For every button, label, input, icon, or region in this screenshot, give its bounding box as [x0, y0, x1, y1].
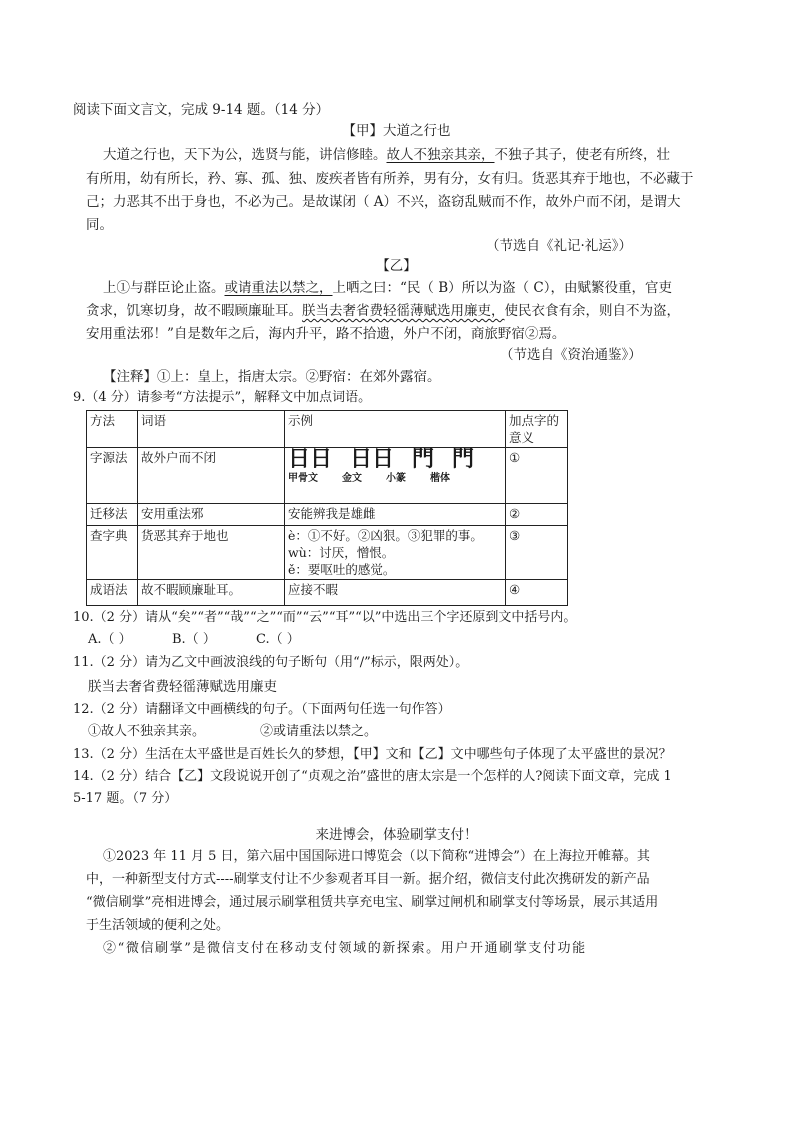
- example-cell: 安能辨我是雄雌: [285, 504, 506, 526]
- passage-jia-line-2: 有所用，幼有所长，矜、寡、孤、独、废疾者皆有所养，男有分，女有归。货恶其弃于地也，不必藏于: [86, 171, 694, 187]
- answer-blank-c[interactable]: C.（ ）: [256, 632, 300, 647]
- passage-jia-title: 【甲】大道之行也: [342, 123, 451, 139]
- glyph-seal: 門: [412, 447, 435, 472]
- passage-jia-line-1: 大道之行也，天下为公，选贤与能，讲信修睦。故人不独亲其亲，不独子其子，使老有所终，壮: [103, 147, 670, 163]
- question-14-line-2: 5-17 题。（7 分）: [73, 791, 178, 806]
- glyph-label: 小篆: [386, 473, 406, 484]
- passage-yi-source: （节选自《资治通鉴》）: [500, 347, 642, 363]
- dictionary-line: è：①不好。②凶狠。③犯罪的事。: [288, 528, 483, 543]
- word-cell: 安用重法邪: [138, 504, 285, 526]
- word-cell: 故外户而不闭: [138, 448, 285, 504]
- passage-yi-line-2: 贪求，饥寒切身，故不暇顾廉耻耳。朕当去奢省费轻徭薄赋选用廉吏，使民衣食有余，则自不为盗，: [86, 303, 680, 319]
- example-cell: 应接不暇: [285, 580, 506, 606]
- passage-yi-title: 【乙】: [376, 258, 417, 274]
- glyph-labels: [288, 470, 502, 487]
- question-10: 10.（2 分）请从“矣”“者”“哉”“之”“而”“云”“耳”“以”中选出三个字还原到文中括号内。: [73, 610, 577, 625]
- table-row: [87, 448, 568, 504]
- reading-instruction: 阅读下面文言文，完成 9-14 题。（14 分）: [73, 102, 330, 118]
- table-header-row: [87, 411, 568, 448]
- passage-jia-line-3: 己；力恶其不出于身也，不必为己。是故谋闭（ A）不兴，盗窃乱贼而不作，故外户而不闭，是谓大: [86, 194, 681, 210]
- answer-blank-b[interactable]: B.（ ）: [172, 632, 216, 647]
- meaning-cell: ④: [506, 580, 568, 606]
- table-header-cell: 示例: [285, 411, 506, 448]
- example-cell: [285, 448, 506, 504]
- passage-yi-note: 【注释】①上：皇上，指唐太宗。②野宿：在郊外露宿。: [103, 369, 441, 385]
- answer-blank-a[interactable]: A.（ ）: [88, 632, 132, 647]
- article-p1-line-1: ①2023 年 11 月 5 日，第六届中国国际进口博览会（以下简称“进博会”）在上海拉开帷幕。其: [103, 849, 650, 864]
- passage-yi-line-1: 上①与群臣论止盗。或请重法以禁之，上哂之曰：“民（ B）所以为盗（ C），由赋繁役重，官吏: [103, 280, 672, 296]
- question-9: 9.（4 分）请参考“方法提示”，解释文中加点词语。: [73, 390, 372, 405]
- method-cell: 迁移法: [87, 504, 138, 526]
- glyph-label: 甲骨文: [288, 473, 318, 484]
- table-row: [87, 526, 568, 580]
- question-11: 11.（2 分）请为乙文中画波浪线的句子断句（用“/”标示，限两处）。: [73, 655, 469, 670]
- glyph-evolution-image: [288, 447, 502, 472]
- question-12-options: [88, 722, 377, 742]
- meaning-cell: ①: [506, 448, 568, 504]
- glyph-regular: 門: [452, 447, 475, 472]
- article-p1-line-3: “微信刷掌”亮相进博会，通过展示刷掌租赁共享充电宝、刷掌过闸机和刷掌支付等场景，展示其适用: [86, 895, 659, 910]
- example-cell: [285, 526, 506, 580]
- method-table: [86, 410, 568, 606]
- table-header-cell: 方法: [87, 411, 138, 448]
- meaning-cell: ③: [506, 526, 568, 580]
- question-13: 13.（2 分）生活在太平盛世是百姓长久的梦想，【甲】文和【乙】文中哪些句子体现了太平盛世的景况？: [73, 747, 672, 762]
- glyph-label: 楷体: [430, 473, 450, 484]
- glyph-label: 金文: [342, 473, 362, 484]
- method-cell: 查字典: [87, 526, 138, 580]
- question-11-sentence: 朕当去奢省费轻徭薄赋选用廉吏: [88, 679, 277, 695]
- article-title: 来进博会，体验刷掌支付！: [315, 827, 478, 843]
- glyph-bronze: 日日: [350, 447, 395, 472]
- meaning-cell: ②: [506, 504, 568, 526]
- passage-jia-source: （节选自《礼记·礼运》）: [486, 238, 633, 254]
- question-12-option-2: ②或请重法以禁之。: [260, 724, 378, 739]
- question-12-option-1: ①故人不独亲其亲。: [88, 724, 206, 739]
- dictionary-line: wù：讨厌，憎恨。: [288, 545, 395, 560]
- article-p1-line-2: 中，一种新型支付方式----刷掌支付让不少参观者耳目一新。据介绍，微信支付此次携研发的新产品: [86, 872, 650, 887]
- glyph-oracle: 日日: [288, 447, 333, 472]
- question-10-options: [88, 630, 300, 650]
- dictionary-line: ě：要呕吐的感觉。: [288, 562, 396, 577]
- word-cell: 故不暇顾廉耻耳。: [138, 580, 285, 606]
- question-12: 12.（2 分）请翻译文中画横线的句子。（下面两句任选一句作答）: [73, 702, 451, 717]
- method-cell: 字源法: [87, 448, 138, 504]
- passage-jia-line-4: 同。: [86, 217, 113, 233]
- article-p1-line-4: 于生活领域的便利之处。: [86, 918, 230, 933]
- question-14-line-1: 14.（2 分）结合【乙】文段说说开创了“贞观之治”盛世的唐太宗是一个怎样的人?阅读下面文章，完成 1: [73, 769, 672, 784]
- passage-yi-line-3: 安用重法邪！”自是数年之后，海内升平，路不拾遗，外户不闭，商旅野宿②焉。: [86, 326, 566, 342]
- article-p2-line-1: ②“微信刷掌”是微信支付在移动支付领域的新探索。用户开通刷掌支付功能: [103, 941, 587, 956]
- table-header-cell: 词语: [138, 411, 285, 448]
- table-row: [87, 504, 568, 526]
- method-cell: 成语法: [87, 580, 138, 606]
- word-cell: 货恶其弃于地也: [138, 526, 285, 580]
- table-row: [87, 580, 568, 606]
- table-header-cell: 加点字的意义: [506, 411, 568, 448]
